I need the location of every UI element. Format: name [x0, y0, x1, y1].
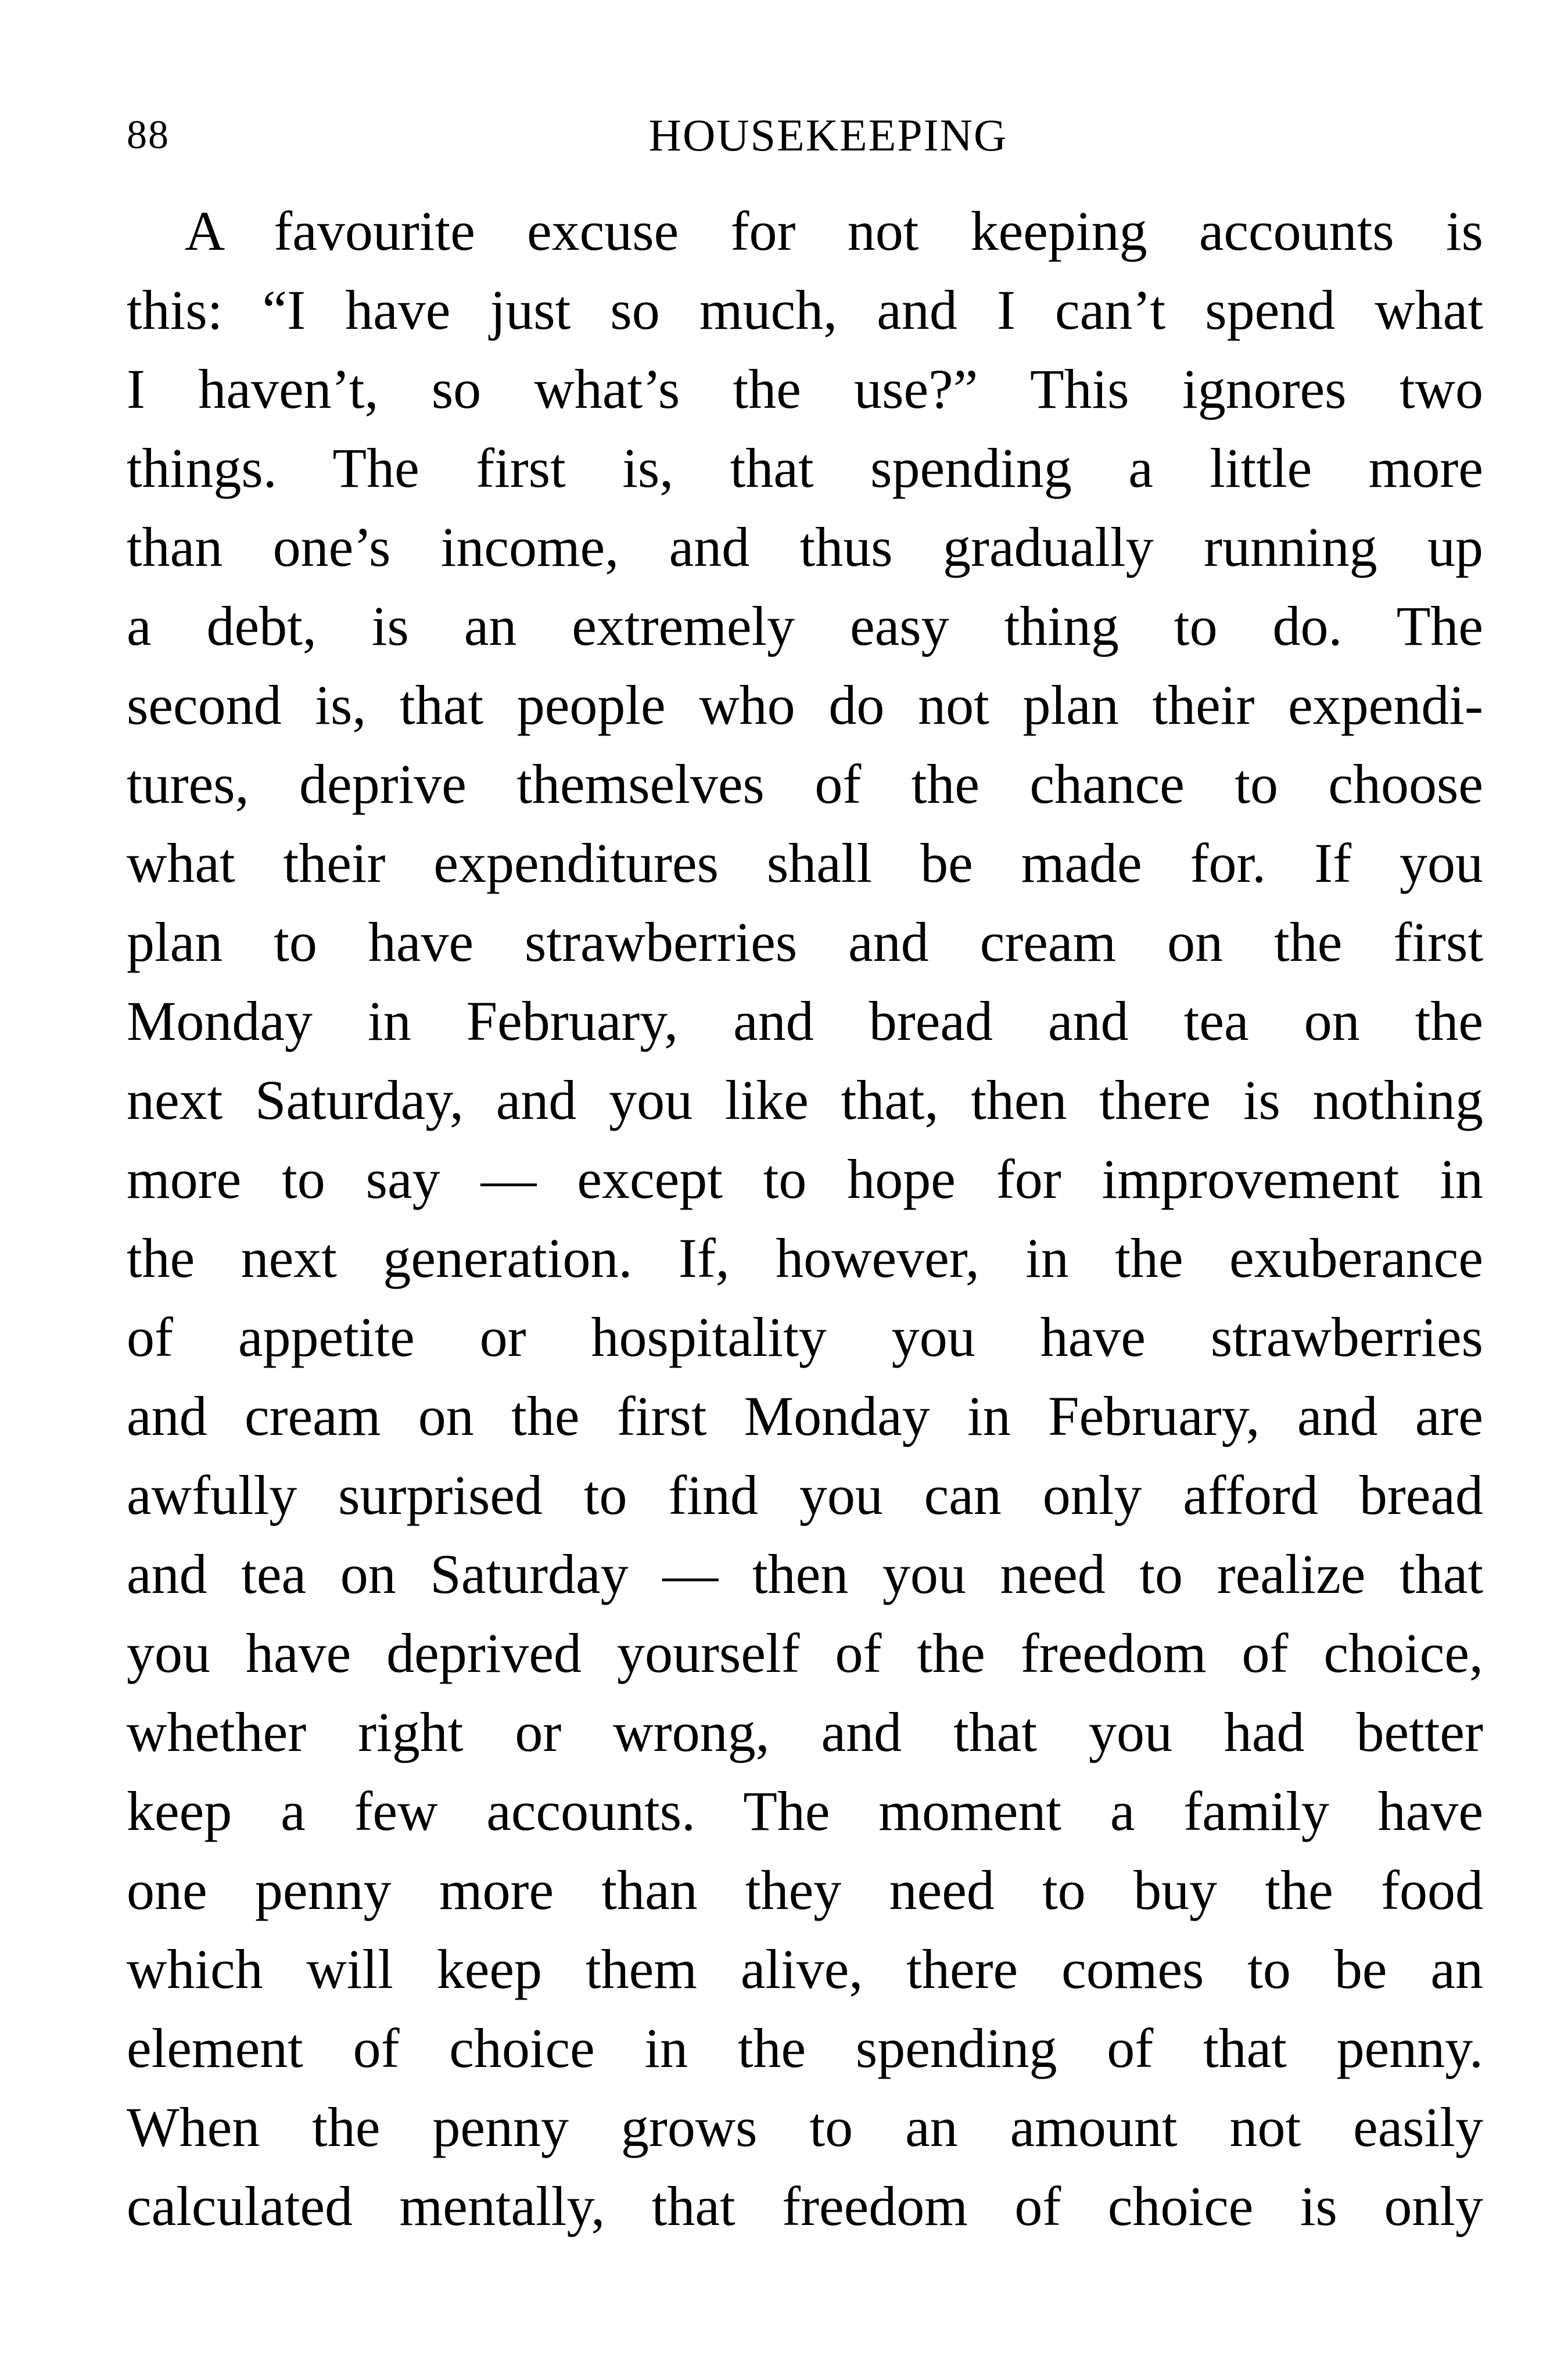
text-line: things. The first is, that spending a little more	[127, 437, 1483, 499]
text-line: and cream on the first Monday in February, and are	[127, 1385, 1483, 1447]
text-line: which will keep them alive, there comes to be an	[127, 1938, 1483, 2000]
text-line: plan to have strawberries and cream on the first	[127, 911, 1483, 973]
text-line: one penny more than they need to buy the food	[127, 1859, 1483, 1921]
text-line: what their expenditures shall be made for. If you	[127, 832, 1483, 894]
text-line: you have deprived yourself of the freedom of choice,	[127, 1622, 1483, 1684]
text-line: When the penny grows to an amount not easily	[127, 2096, 1483, 2158]
running-title: HOUSEKEEPING	[648, 110, 1008, 160]
running-head	[127, 103, 1483, 167]
page-number: 88	[127, 113, 170, 157]
text-line: second is, that people who do not plan their expendi-	[127, 674, 1483, 736]
text-line: awfully surprised to find you can only afford bread	[127, 1464, 1483, 1526]
text-line: a debt, is an extremely easy thing to do. The	[127, 595, 1483, 657]
text-line: and tea on Saturday — then you need to realize that	[127, 1543, 1483, 1605]
text-line: calculated mentally, that freedom of choice is only	[127, 2175, 1483, 2237]
text-line: A favourite excuse for not keeping accounts is	[185, 200, 1483, 262]
body-paragraph	[127, 192, 1483, 2246]
text-line: I haven’t, so what’s the use?” This ignores two	[127, 358, 1483, 420]
text-line: keep a few accounts. The moment a family have	[127, 1780, 1483, 1842]
text-line: than one’s income, and thus gradually running up	[127, 516, 1483, 578]
text-line: of appetite or hospitality you have strawberries	[127, 1306, 1483, 1368]
text-line: this: “I have just so much, and I can’t spend what	[127, 279, 1483, 341]
text-line: tures, deprive themselves of the chance to choose	[127, 753, 1483, 815]
text-line: more to say — except to hope for improvement in	[127, 1148, 1483, 1210]
text-line: Monday in February, and bread and tea on the	[127, 990, 1483, 1052]
text-line: the next generation. If, however, in the exuberance	[127, 1227, 1483, 1289]
text-line: next Saturday, and you like that, then there is nothing	[127, 1069, 1483, 1131]
text-line: element of choice in the spending of that penny.	[127, 2017, 1483, 2079]
text-line: whether right or wrong, and that you had better	[127, 1701, 1483, 1763]
